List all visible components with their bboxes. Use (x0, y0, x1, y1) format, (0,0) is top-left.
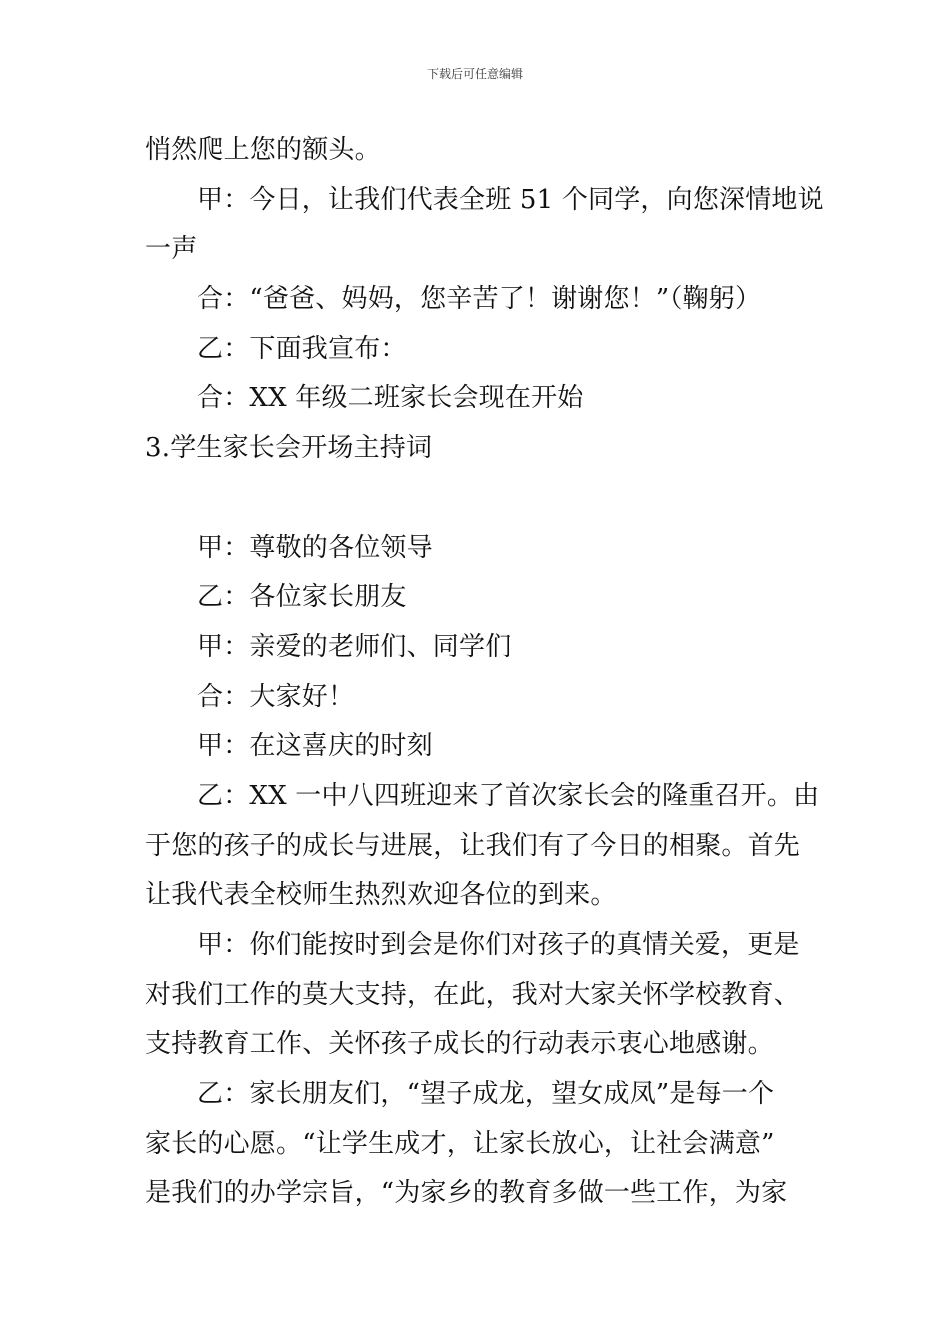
section-heading: 3.学生家长会开场主持词 (145, 433, 433, 464)
text-line: 悄然爬上您的额头。 (145, 135, 381, 165)
text-line: 家长的心愿。“让学生成才，让家长放心，让社会满意” (145, 1128, 775, 1159)
text-line: 甲：今日，让我们代表全班 51 个同学，向您深情地说 (197, 184, 824, 215)
text-line: 乙：XX 一中八四班迎来了首次家长会的隆重召开。由 (197, 780, 820, 811)
text-line: 甲：亲爱的老师们、同学们 (197, 631, 512, 662)
text-line: 乙：下面我宣布： (197, 333, 407, 364)
text-line: 甲：你们能按时到会是你们对孩子的真情关爱，更是 (197, 930, 800, 960)
text-line: 乙：家长朋友们，“望子成龙，望女成凤”是每一个 (197, 1079, 775, 1110)
text-line: 合：大家好！ (197, 681, 355, 712)
page-header: 下载后可任意编辑 (426, 67, 523, 81)
text-line: 是我们的办学宗旨，“为家乡的教育多做一些工作，为家 (145, 1178, 788, 1209)
text-line: 合：XX 年级二班家长会现在开始 (197, 383, 584, 414)
document-body (145, 126, 824, 1219)
text-line: 于您的孩子的成长与进展，让我们有了今日的相聚。首先 (145, 830, 801, 861)
text-line: 对我们工作的莫大支持，在此，我对大家关怀学校教育、 (145, 979, 801, 1010)
text-line: 让我代表全校师生热烈欢迎各位的到来。 (145, 880, 617, 911)
text-line: 支持教育工作、关怀孩子成长的行动表示衷心地感谢。 (145, 1029, 774, 1060)
text-line: 一声 (145, 234, 198, 265)
text-line: 合：“爸爸、妈妈，您辛苦了！谢谢您！”（鞠躬） (197, 284, 762, 315)
text-line: 乙：各位家长朋友 (197, 582, 407, 613)
text-line: 甲：在这喜庆的时刻 (197, 731, 433, 762)
text-line: 甲：尊敬的各位领导 (197, 532, 433, 563)
blank-line (145, 474, 815, 524)
